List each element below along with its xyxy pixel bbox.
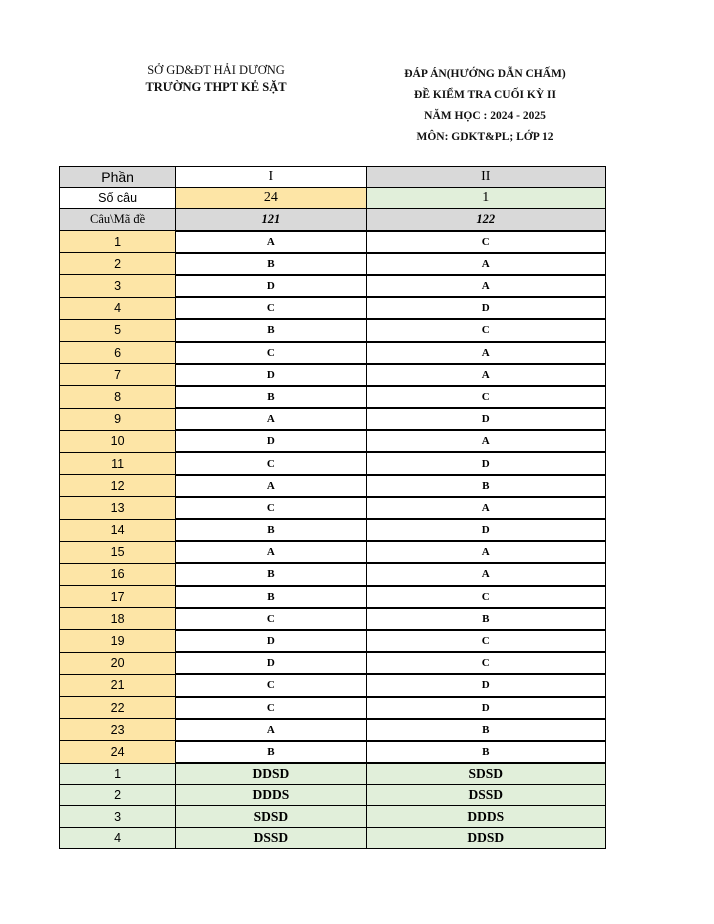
question-number: 20 [60,652,176,674]
table-row [60,806,606,827]
table-row [60,697,606,719]
answer-code-121: C [176,497,366,519]
answer-code-122: D [366,408,605,430]
table-row [60,497,606,519]
table-row [60,630,606,652]
answer-code-121: C [176,452,366,474]
answer-code-121: B [176,319,366,341]
answer-code-122: B [366,741,605,763]
answer-code-121: C [176,342,366,364]
question-number: 18 [60,608,176,630]
question-number: 3 [60,275,176,297]
table-row [60,342,606,364]
table-row [60,475,606,497]
question-number: 23 [60,719,176,741]
table-row [60,652,606,674]
question-number: 5 [60,319,176,341]
answer-key-title: ĐÁP ÁN(HƯỚNG DẪN CHẤM) [404,68,566,80]
answer-key-table [59,166,606,849]
answer-code-122: D [366,297,605,319]
question-number: 24 [60,741,176,763]
question-number: 16 [60,563,176,585]
answer-code-122: DSSD [366,785,605,806]
question-number: 21 [60,674,176,696]
question-number: 1 [60,231,176,253]
answer-code-122: B [366,608,605,630]
question-number: 11 [60,452,176,474]
answer-code-122: B [366,475,605,497]
answer-code-121: D [176,430,366,452]
question-number: 4 [60,827,176,848]
answer-code-121: D [176,275,366,297]
table-row [60,430,606,452]
table-row [60,319,606,341]
question-number: 9 [60,408,176,430]
answer-code-121: A [176,408,366,430]
table-row [60,408,606,430]
question-number: 2 [60,785,176,806]
answer-code-122: A [366,497,605,519]
exam-code-122: 122 [366,209,605,231]
answer-code-122: SDSD [366,763,605,785]
table-row [60,253,606,275]
answer-code-121: DDDS [176,785,366,806]
table-row [60,785,606,806]
answer-code-122: A [366,541,605,563]
table-row [60,827,606,848]
school-name: TRƯỜNG THPT KẺ SẶT [145,80,287,94]
code-label: Câu\Mã đề [60,209,176,231]
answer-code-122: A [366,253,605,275]
table-row [60,519,606,541]
answer-code-121: C [176,297,366,319]
answer-code-121: C [176,674,366,696]
answer-code-122: D [366,697,605,719]
answer-code-121: B [176,386,366,408]
table-row [60,563,606,585]
table-row [60,386,606,408]
answer-code-121: A [176,541,366,563]
answer-code-121: B [176,586,366,608]
table-row [60,297,606,319]
answer-code-122: A [366,430,605,452]
part-1-count: 24 [176,188,366,209]
answer-code-121: A [176,719,366,741]
answer-code-122: A [366,563,605,585]
school-year: NĂM HỌC : 2024 - 2025 [424,110,546,122]
question-number: 2 [60,253,176,275]
table-row [60,231,606,253]
table-row [60,586,606,608]
table-row [60,364,606,386]
answer-code-122: B [366,719,605,741]
exam-code-121: 121 [176,209,366,231]
subject-grade: MÔN: GDKT&PL; LỚP 12 [416,131,554,143]
answer-code-121: DSSD [176,827,366,848]
table-row [60,741,606,763]
part-label: Phần [60,167,176,188]
question-number: 8 [60,386,176,408]
table-row [60,763,606,785]
question-number: 1 [60,763,176,785]
answer-code-122: A [366,342,605,364]
answer-code-122: C [366,386,605,408]
question-number: 15 [60,541,176,563]
part-1-header: I [176,167,366,188]
answer-code-121: D [176,652,366,674]
table-row [60,719,606,741]
exam-title: ĐỀ KIỂM TRA CUỐI KỲ II [414,89,556,101]
answer-code-121: C [176,608,366,630]
question-number: 7 [60,364,176,386]
question-number: 6 [60,342,176,364]
answer-code-122: DDDS [366,806,605,827]
answer-code-121: D [176,364,366,386]
question-number: 13 [60,497,176,519]
table-row [60,275,606,297]
table-row [60,674,606,696]
question-number: 3 [60,806,176,827]
answer-code-122: D [366,519,605,541]
answer-code-122: C [366,586,605,608]
answer-code-122: C [366,630,605,652]
table-row [60,452,606,474]
answer-code-121: B [176,253,366,275]
answer-code-121: B [176,741,366,763]
answer-code-121: B [176,563,366,585]
question-number: 10 [60,430,176,452]
answer-code-122: A [366,275,605,297]
department-name: SỞ GD&ĐT HẢI DƯƠNG [147,63,285,77]
answer-code-121: DDSD [176,763,366,785]
part-row [60,167,606,188]
question-number: 17 [60,586,176,608]
answer-code-122: C [366,652,605,674]
answer-code-122: A [366,364,605,386]
question-number: 4 [60,297,176,319]
count-label: Số câu [60,188,176,209]
answer-code-122: C [366,231,605,253]
answer-code-121: A [176,475,366,497]
question-number: 14 [60,519,176,541]
answer-code-121: C [176,697,366,719]
question-number: 22 [60,697,176,719]
answer-code-121: B [176,519,366,541]
answer-code-122: D [366,674,605,696]
answer-code-121: D [176,630,366,652]
answer-code-122: D [366,452,605,474]
part-2-header: II [366,167,605,188]
table-row [60,541,606,563]
school-header [96,62,336,96]
question-number: 12 [60,475,176,497]
part-2-count: 1 [366,188,605,209]
code-row [60,209,606,231]
question-number: 19 [60,630,176,652]
answer-code-122: DDSD [366,827,605,848]
exam-header [360,64,610,148]
count-row [60,188,606,209]
answer-code-121: SDSD [176,806,366,827]
table-row [60,608,606,630]
answer-code-121: A [176,231,366,253]
answer-code-122: C [366,319,605,341]
